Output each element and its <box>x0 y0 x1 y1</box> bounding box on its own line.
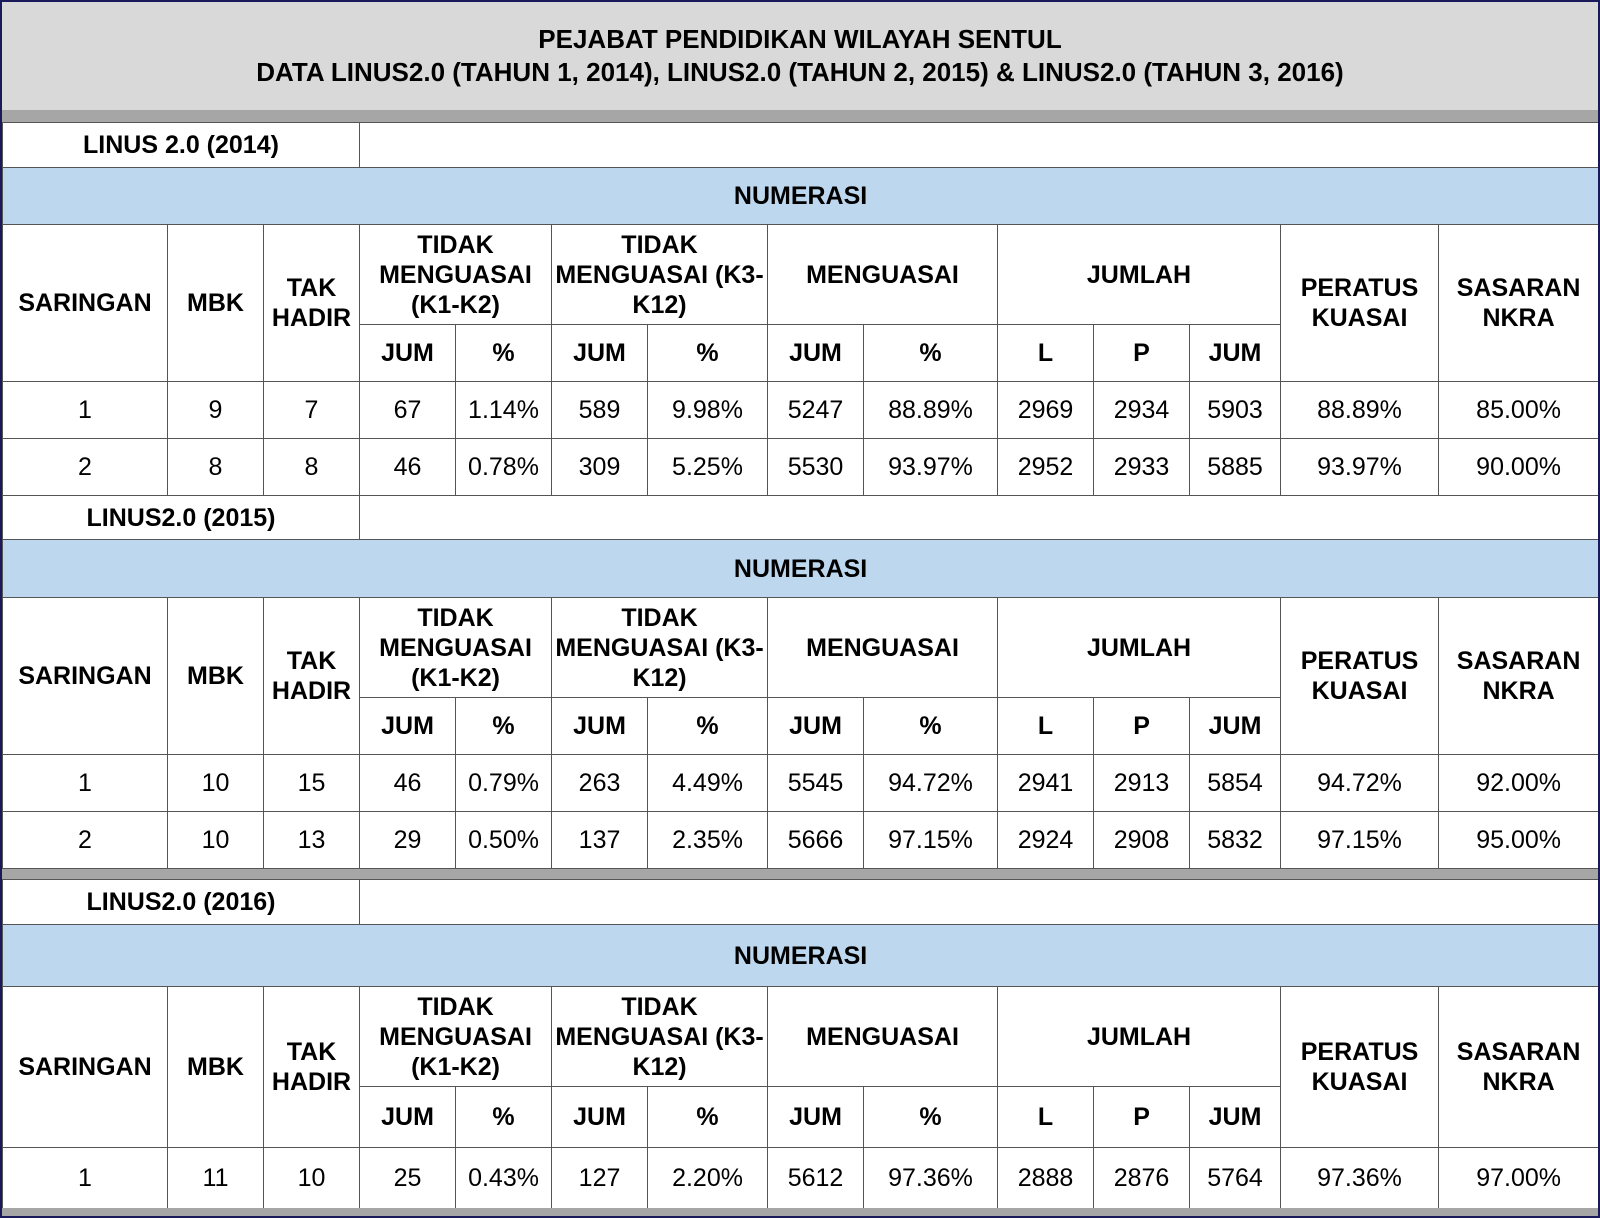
table-cell: 93.97% <box>1281 439 1439 496</box>
sub-header-pct: % <box>864 325 998 382</box>
col-header-menguasai: MENGUASAI <box>768 987 998 1087</box>
table-cell: 25 <box>360 1148 456 1209</box>
sub-header-jum: JUM <box>552 325 648 382</box>
sub-header-pct: % <box>864 1087 998 1148</box>
table-row <box>3 382 1599 439</box>
table-cell: 4.49% <box>648 755 768 812</box>
table-cell: 95.00% <box>1439 812 1599 869</box>
sub-header-jum: JUM <box>768 325 864 382</box>
table-cell: 94.72% <box>1281 755 1439 812</box>
table-cell: 97.15% <box>864 812 998 869</box>
table-cell: 5530 <box>768 439 864 496</box>
col-header-sasaran-nkra: SASARAN NKRA <box>1439 598 1599 755</box>
col-header-mbk: MBK <box>168 987 264 1148</box>
col-header-saringan: SARINGAN <box>3 225 168 382</box>
report-title-line2: DATA LINUS2.0 (TAHUN 1, 2014), LINUS2.0 (TAHUN 2, 2015) & LINUS2.0 (TAHUN 3, 2016) <box>256 57 1344 87</box>
table-cell: 2933 <box>1094 439 1190 496</box>
table-cell: 92.00% <box>1439 755 1599 812</box>
table-cell: 2924 <box>998 812 1094 869</box>
divider <box>2 110 1598 122</box>
col-header-tidak-menguasai-k1-k2: TIDAK MENGUASAI (K1-K2) <box>360 598 552 698</box>
table-cell: 2.35% <box>648 812 768 869</box>
sub-header-pct: % <box>456 1087 552 1148</box>
table-cell: 29 <box>360 812 456 869</box>
col-header-jumlah: JUMLAH <box>998 598 1281 698</box>
sub-header-p: P <box>1094 1087 1190 1148</box>
table-cell: 2934 <box>1094 382 1190 439</box>
table-cell: 2888 <box>998 1148 1094 1209</box>
section-title: LINUS 2.0 (2014) <box>3 123 360 168</box>
table-cell: 2 <box>3 439 168 496</box>
col-header-tak-hadir: TAK HADIR <box>264 598 360 755</box>
table-cell: 5545 <box>768 755 864 812</box>
report-title <box>2 2 1598 110</box>
table-cell: 90.00% <box>1439 439 1599 496</box>
table-cell: 1 <box>3 382 168 439</box>
table-cell: 94.72% <box>864 755 998 812</box>
sub-header-jum: JUM <box>360 325 456 382</box>
sub-header-pct: % <box>456 698 552 755</box>
table-cell: 15 <box>264 755 360 812</box>
table-cell: 0.43% <box>456 1148 552 1209</box>
section-title-blank <box>360 496 1599 540</box>
table-cell: 2941 <box>998 755 1094 812</box>
table-cell: 5764 <box>1190 1148 1281 1209</box>
table-cell: 97.36% <box>864 1148 998 1209</box>
table-cell: 88.89% <box>1281 382 1439 439</box>
table-cell: 309 <box>552 439 648 496</box>
table-row <box>3 812 1599 869</box>
table-cell: 2913 <box>1094 755 1190 812</box>
table-cell: 2908 <box>1094 812 1190 869</box>
table-cell: 9 <box>168 382 264 439</box>
table-cell: 97.00% <box>1439 1148 1599 1209</box>
numerasi-header: NUMERASI <box>3 168 1599 225</box>
col-header-mbk: MBK <box>168 598 264 755</box>
col-header-saringan: SARINGAN <box>3 598 168 755</box>
numerasi-header: NUMERASI <box>3 540 1599 598</box>
table-cell: 67 <box>360 382 456 439</box>
table-cell: 97.15% <box>1281 812 1439 869</box>
section-table <box>2 495 1599 869</box>
sub-header-jum: JUM <box>1190 325 1281 382</box>
sub-header-jum: JUM <box>360 1087 456 1148</box>
table-cell: 137 <box>552 812 648 869</box>
col-header-tidak-menguasai-k3-k12: TIDAK MENGUASAI (K3-K12) <box>552 598 768 698</box>
section-title: LINUS2.0 (2016) <box>3 880 360 925</box>
table-cell: 1 <box>3 755 168 812</box>
sub-header-l: L <box>998 1087 1094 1148</box>
sub-header-pct: % <box>648 698 768 755</box>
sub-header-pct: % <box>648 1087 768 1148</box>
sub-header-jum: JUM <box>552 698 648 755</box>
table-cell: 8 <box>264 439 360 496</box>
table-cell: 5612 <box>768 1148 864 1209</box>
sub-header-l: L <box>998 325 1094 382</box>
table-cell: 2.20% <box>648 1148 768 1209</box>
col-header-tidak-menguasai-k1-k2: TIDAK MENGUASAI (K1-K2) <box>360 225 552 325</box>
table-row <box>3 439 1599 496</box>
report-title-line1: PEJABAT PENDIDIKAN WILAYAH SENTUL <box>538 24 1062 54</box>
table-cell: 85.00% <box>1439 382 1599 439</box>
sub-header-jum: JUM <box>552 1087 648 1148</box>
table-cell: 2952 <box>998 439 1094 496</box>
table-cell: 0.78% <box>456 439 552 496</box>
sub-header-l: L <box>998 698 1094 755</box>
table-cell: 2876 <box>1094 1148 1190 1209</box>
table-cell: 5854 <box>1190 755 1281 812</box>
table-row <box>3 1148 1599 1209</box>
divider <box>2 1208 1598 1218</box>
table-cell: 10 <box>264 1148 360 1209</box>
table-cell: 8 <box>168 439 264 496</box>
sub-header-jum: JUM <box>360 698 456 755</box>
col-header-mbk: MBK <box>168 225 264 382</box>
table-cell: 11 <box>168 1148 264 1209</box>
col-header-tak-hadir: TAK HADIR <box>264 987 360 1148</box>
table-cell: 0.50% <box>456 812 552 869</box>
table-cell: 88.89% <box>864 382 998 439</box>
col-header-peratus-kuasai: PERATUS KUASAI <box>1281 225 1439 382</box>
sub-header-p: P <box>1094 325 1190 382</box>
sub-header-pct: % <box>648 325 768 382</box>
table-cell: 2 <box>3 812 168 869</box>
table-cell: 10 <box>168 755 264 812</box>
table-cell: 10 <box>168 812 264 869</box>
table-cell: 5247 <box>768 382 864 439</box>
table-cell: 9.98% <box>648 382 768 439</box>
table-cell: 46 <box>360 755 456 812</box>
section-title: LINUS2.0 (2015) <box>3 496 360 540</box>
col-header-tak-hadir: TAK HADIR <box>264 225 360 382</box>
table-cell: 1 <box>3 1148 168 1209</box>
section-table <box>2 122 1599 496</box>
sub-header-jum: JUM <box>1190 698 1281 755</box>
col-header-jumlah: JUMLAH <box>998 225 1281 325</box>
sub-header-pct: % <box>456 325 552 382</box>
col-header-menguasai: MENGUASAI <box>768 225 998 325</box>
col-header-sasaran-nkra: SASARAN NKRA <box>1439 225 1599 382</box>
col-header-tidak-menguasai-k1-k2: TIDAK MENGUASAI (K1-K2) <box>360 987 552 1087</box>
table-cell: 5.25% <box>648 439 768 496</box>
table-cell: 1.14% <box>456 382 552 439</box>
table-cell: 2969 <box>998 382 1094 439</box>
col-header-jumlah: JUMLAH <box>998 987 1281 1087</box>
table-cell: 5885 <box>1190 439 1281 496</box>
section-title-blank <box>360 880 1599 925</box>
sub-header-jum: JUM <box>1190 1087 1281 1148</box>
col-header-saringan: SARINGAN <box>3 987 168 1148</box>
numerasi-header: NUMERASI <box>3 925 1599 987</box>
table-cell: 7 <box>264 382 360 439</box>
table-cell: 589 <box>552 382 648 439</box>
section-table <box>2 879 1599 1209</box>
sub-header-jum: JUM <box>768 698 864 755</box>
table-cell: 5832 <box>1190 812 1281 869</box>
table-cell: 93.97% <box>864 439 998 496</box>
col-header-tidak-menguasai-k3-k12: TIDAK MENGUASAI (K3-K12) <box>552 987 768 1087</box>
col-header-sasaran-nkra: SASARAN NKRA <box>1439 987 1599 1148</box>
table-cell: 46 <box>360 439 456 496</box>
divider <box>2 869 1598 879</box>
table-cell: 5903 <box>1190 382 1281 439</box>
table-row <box>3 755 1599 812</box>
col-header-peratus-kuasai: PERATUS KUASAI <box>1281 987 1439 1148</box>
table-cell: 0.79% <box>456 755 552 812</box>
table-cell: 127 <box>552 1148 648 1209</box>
sub-header-p: P <box>1094 698 1190 755</box>
col-header-tidak-menguasai-k3-k12: TIDAK MENGUASAI (K3-K12) <box>552 225 768 325</box>
table-cell: 13 <box>264 812 360 869</box>
sub-header-pct: % <box>864 698 998 755</box>
section-title-blank <box>360 123 1599 168</box>
table-cell: 263 <box>552 755 648 812</box>
table-cell: 97.36% <box>1281 1148 1439 1209</box>
col-header-menguasai: MENGUASAI <box>768 598 998 698</box>
table-cell: 5666 <box>768 812 864 869</box>
col-header-peratus-kuasai: PERATUS KUASAI <box>1281 598 1439 755</box>
sub-header-jum: JUM <box>768 1087 864 1148</box>
